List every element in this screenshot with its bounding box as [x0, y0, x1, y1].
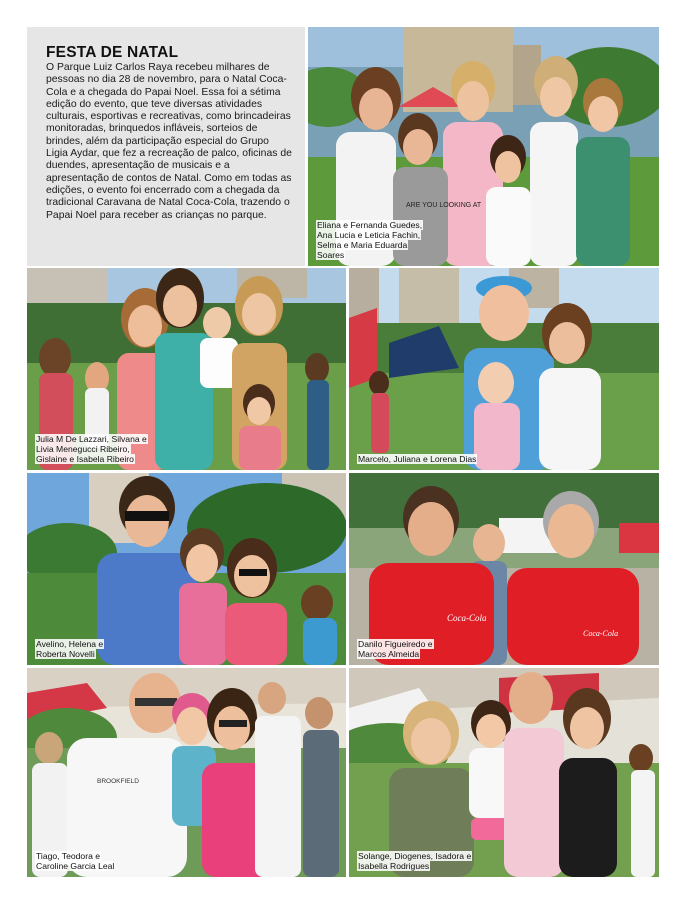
photo-2 — [27, 268, 346, 470]
photo-3 — [349, 268, 659, 470]
article-body: O Parque Luiz Carlos Raya recebeu milhares de pessoas no dia 28 de novembro, para o Natal Coca-Cola e a chegada do Papai Noel. Essa foi a sétima edição do evento, que teve diversas atividades culturais, esportivas e recreativas, como brincadeiras monitoradas, brinquedos infláveis, sorteios de brindes, além da participação especial do Grupo Ligia Aydar, que fez a recreação de palco, oficinas de duendes, apresentação de musicais e a apresentação de contos de Natal. Como em todas as edições, o evento foi encerrado com a chegada da tradicional Caravana de Natal Coca-Cola, trazendo o Papai Noel para receber as crianças no parque. — [46, 62, 292, 221]
photo-5-image — [349, 473, 659, 665]
article-intro — [27, 27, 305, 266]
photo-3-image — [349, 268, 659, 470]
shirt-text: ARE YOU LOOKING AT — [406, 202, 482, 209]
photo-7-image — [349, 668, 659, 877]
photo-3-caption: Marcelo, Juliana e Lorena Dias — [358, 454, 477, 464]
photo-4 — [27, 473, 346, 665]
photo-7-caption: Solange, Diogenes, Isadora e Isabella Rodrigues — [358, 851, 472, 871]
photo-1-caption: Eliana e Fernanda Guedes, Ana Lucia e Leticia Fachin, Selma e Maria Eduarda Soares — [317, 220, 423, 260]
photo-4-image — [27, 473, 346, 665]
photo-7 — [349, 668, 659, 877]
shirt-text: BROOKFIELD — [97, 778, 139, 785]
photo-5-caption: Danilo Figueiredo e Marcos Almeida — [358, 639, 433, 659]
photo-1 — [308, 27, 659, 266]
coca-cola-logo-2: Coca-Cola — [583, 629, 619, 638]
photo-4-caption: Avelino, Helena e Roberta Novelli — [36, 639, 104, 659]
article-title: FESTA DE NATAL — [46, 44, 179, 61]
photo-6-image — [27, 668, 346, 877]
photo-2-caption: Julia M De Lazzari, Silvana e Livia Menegucci Ribeiro, Gislaine e Isabela Ribeiro — [36, 434, 147, 464]
photo-6-caption: Tiago, Teodora e Caroline Garcia Leal — [36, 851, 115, 871]
coca-cola-logo: Coca-Cola — [447, 613, 487, 623]
photo-5 — [349, 473, 659, 665]
photo-6 — [27, 668, 346, 877]
